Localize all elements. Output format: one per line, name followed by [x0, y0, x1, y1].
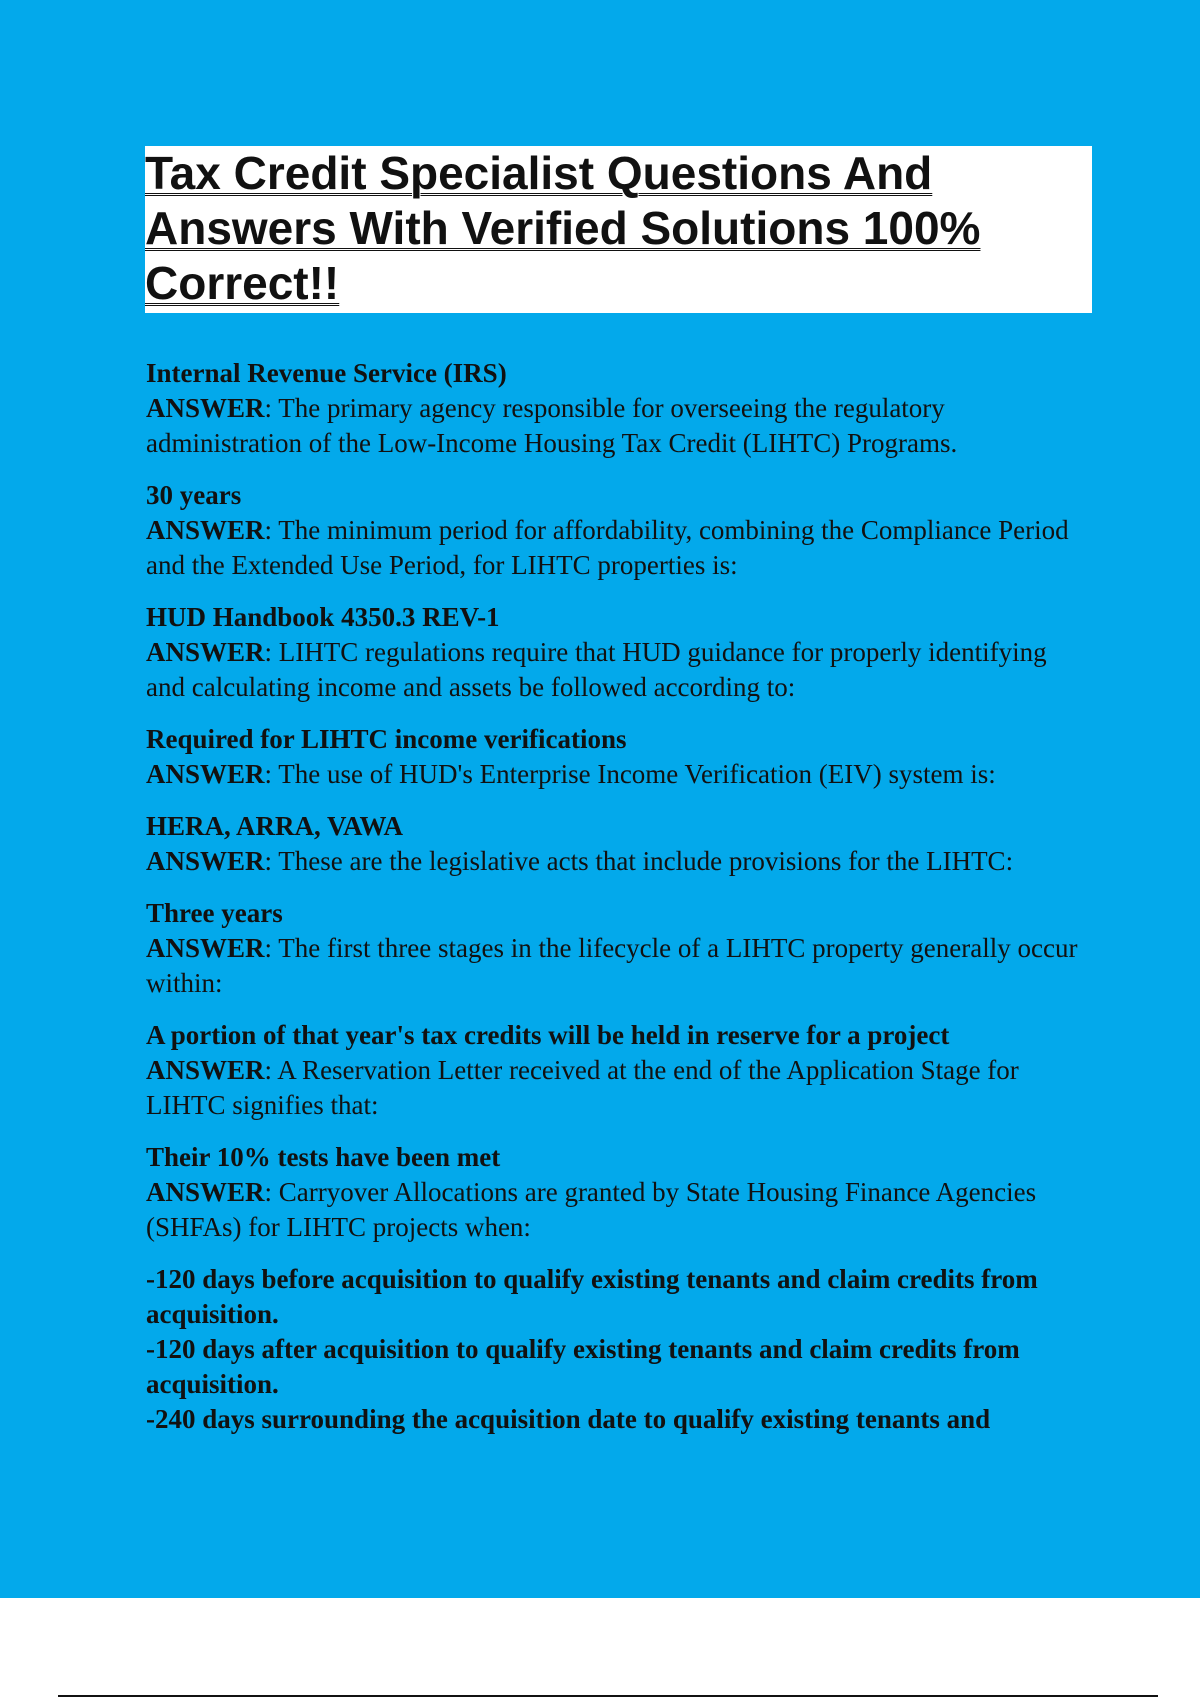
qa-item — [146, 896, 1091, 1001]
title-box — [145, 146, 1092, 313]
qa-item — [146, 722, 1091, 792]
answer-text: The primary agency responsible for overseeing the regulatory administration of the Low-Income Housing Tax Credit (LIHTC) Programs. — [146, 393, 958, 458]
qa-term-line: -240 days surrounding the acquisition date to qualify existing tenants and — [146, 1404, 991, 1434]
answer-label: ANSWER — [146, 1177, 265, 1207]
answer-label: ANSWER — [146, 933, 265, 963]
qa-term: HERA, ARRA, VAWA — [146, 811, 404, 841]
qa-item — [146, 600, 1091, 705]
qa-term: Their 10% tests have been met — [146, 1142, 501, 1172]
qa-item — [146, 1140, 1091, 1245]
answer-label: ANSWER — [146, 515, 265, 545]
qa-answer: ANSWER: LIHTC regulations require that HUD guidance for properly identifying and calculating income and assets be followed according to: — [146, 637, 1047, 702]
answer-label: ANSWER — [146, 637, 265, 667]
answer-label: ANSWER — [146, 846, 265, 876]
qa-item — [146, 809, 1091, 879]
qa-answer: ANSWER: The use of HUD's Enterprise Income Verification (EIV) system is: — [146, 759, 996, 789]
qa-answer: ANSWER: The minimum period for affordability, combining the Compliance Period and the Extended Use Period, for LIHTC properties is: — [146, 515, 1069, 580]
qa-item — [146, 1018, 1091, 1123]
qa-term: A portion of that year's tax credits will be held in reserve for a project — [146, 1020, 950, 1050]
qa-term: 30 years — [146, 480, 242, 510]
qa-answer: ANSWER: These are the legislative acts that include provisions for the LIHTC: — [146, 846, 1014, 876]
answer-text: The first three stages in the lifecycle of a LIHTC property generally occur within: — [146, 933, 1078, 998]
qa-term: Internal Revenue Service (IRS) — [146, 358, 507, 388]
qa-answer: ANSWER: The first three stages in the lifecycle of a LIHTC property generally occur within: — [146, 933, 1078, 998]
answer-text: The minimum period for affordability, combining the Compliance Period and the Extended Use Period, for LIHTC properties is: — [146, 515, 1069, 580]
answer-text: These are the legislative acts that include provisions for the LIHTC: — [278, 846, 1014, 876]
qa-term-line: -120 days after acquisition to qualify existing tenants and claim credits from acquisition. — [146, 1334, 1020, 1399]
qa-list — [146, 356, 1091, 1454]
document-title: Tax Credit Specialist Questions And Answers With Verified Solutions 100% Correct!! — [145, 147, 981, 309]
answer-text: Carryover Allocations are granted by State Housing Finance Agencies (SHFAs) for LIHTC projects when: — [146, 1177, 1037, 1242]
bottom-divider — [58, 1695, 1158, 1697]
answer-text: The use of HUD's Enterprise Income Verification (EIV) system is: — [278, 759, 996, 789]
qa-item — [146, 356, 1091, 461]
qa-term: HUD Handbook 4350.3 REV-1 — [146, 602, 500, 632]
qa-answer: ANSWER: A Reservation Letter received at the end of the Application Stage for LIHTC signifies that: — [146, 1055, 1019, 1120]
answer-label: ANSWER — [146, 759, 265, 789]
answer-label: ANSWER — [146, 1055, 265, 1085]
answer-label: ANSWER — [146, 393, 265, 423]
qa-term: Three years — [146, 898, 283, 928]
qa-item-final — [146, 1262, 1091, 1437]
qa-answer: ANSWER: Carryover Allocations are granted by State Housing Finance Agencies (SHFAs) for LIHTC projects when: — [146, 1177, 1037, 1242]
answer-text: A Reservation Letter received at the end of the Application Stage for LIHTC signifies that: — [146, 1055, 1019, 1120]
qa-item — [146, 478, 1091, 583]
answer-text: LIHTC regulations require that HUD guidance for properly identifying and calculating income and assets be followed according to: — [146, 637, 1047, 702]
qa-answer: ANSWER: The primary agency responsible for overseeing the regulatory administration of the Low-Income Housing Tax Credit (LIHTC) Programs. — [146, 393, 958, 458]
qa-term-line: -120 days before acquisition to qualify existing tenants and claim credits from acquisition. — [146, 1264, 1038, 1329]
qa-term: Required for LIHTC income verifications — [146, 724, 627, 754]
